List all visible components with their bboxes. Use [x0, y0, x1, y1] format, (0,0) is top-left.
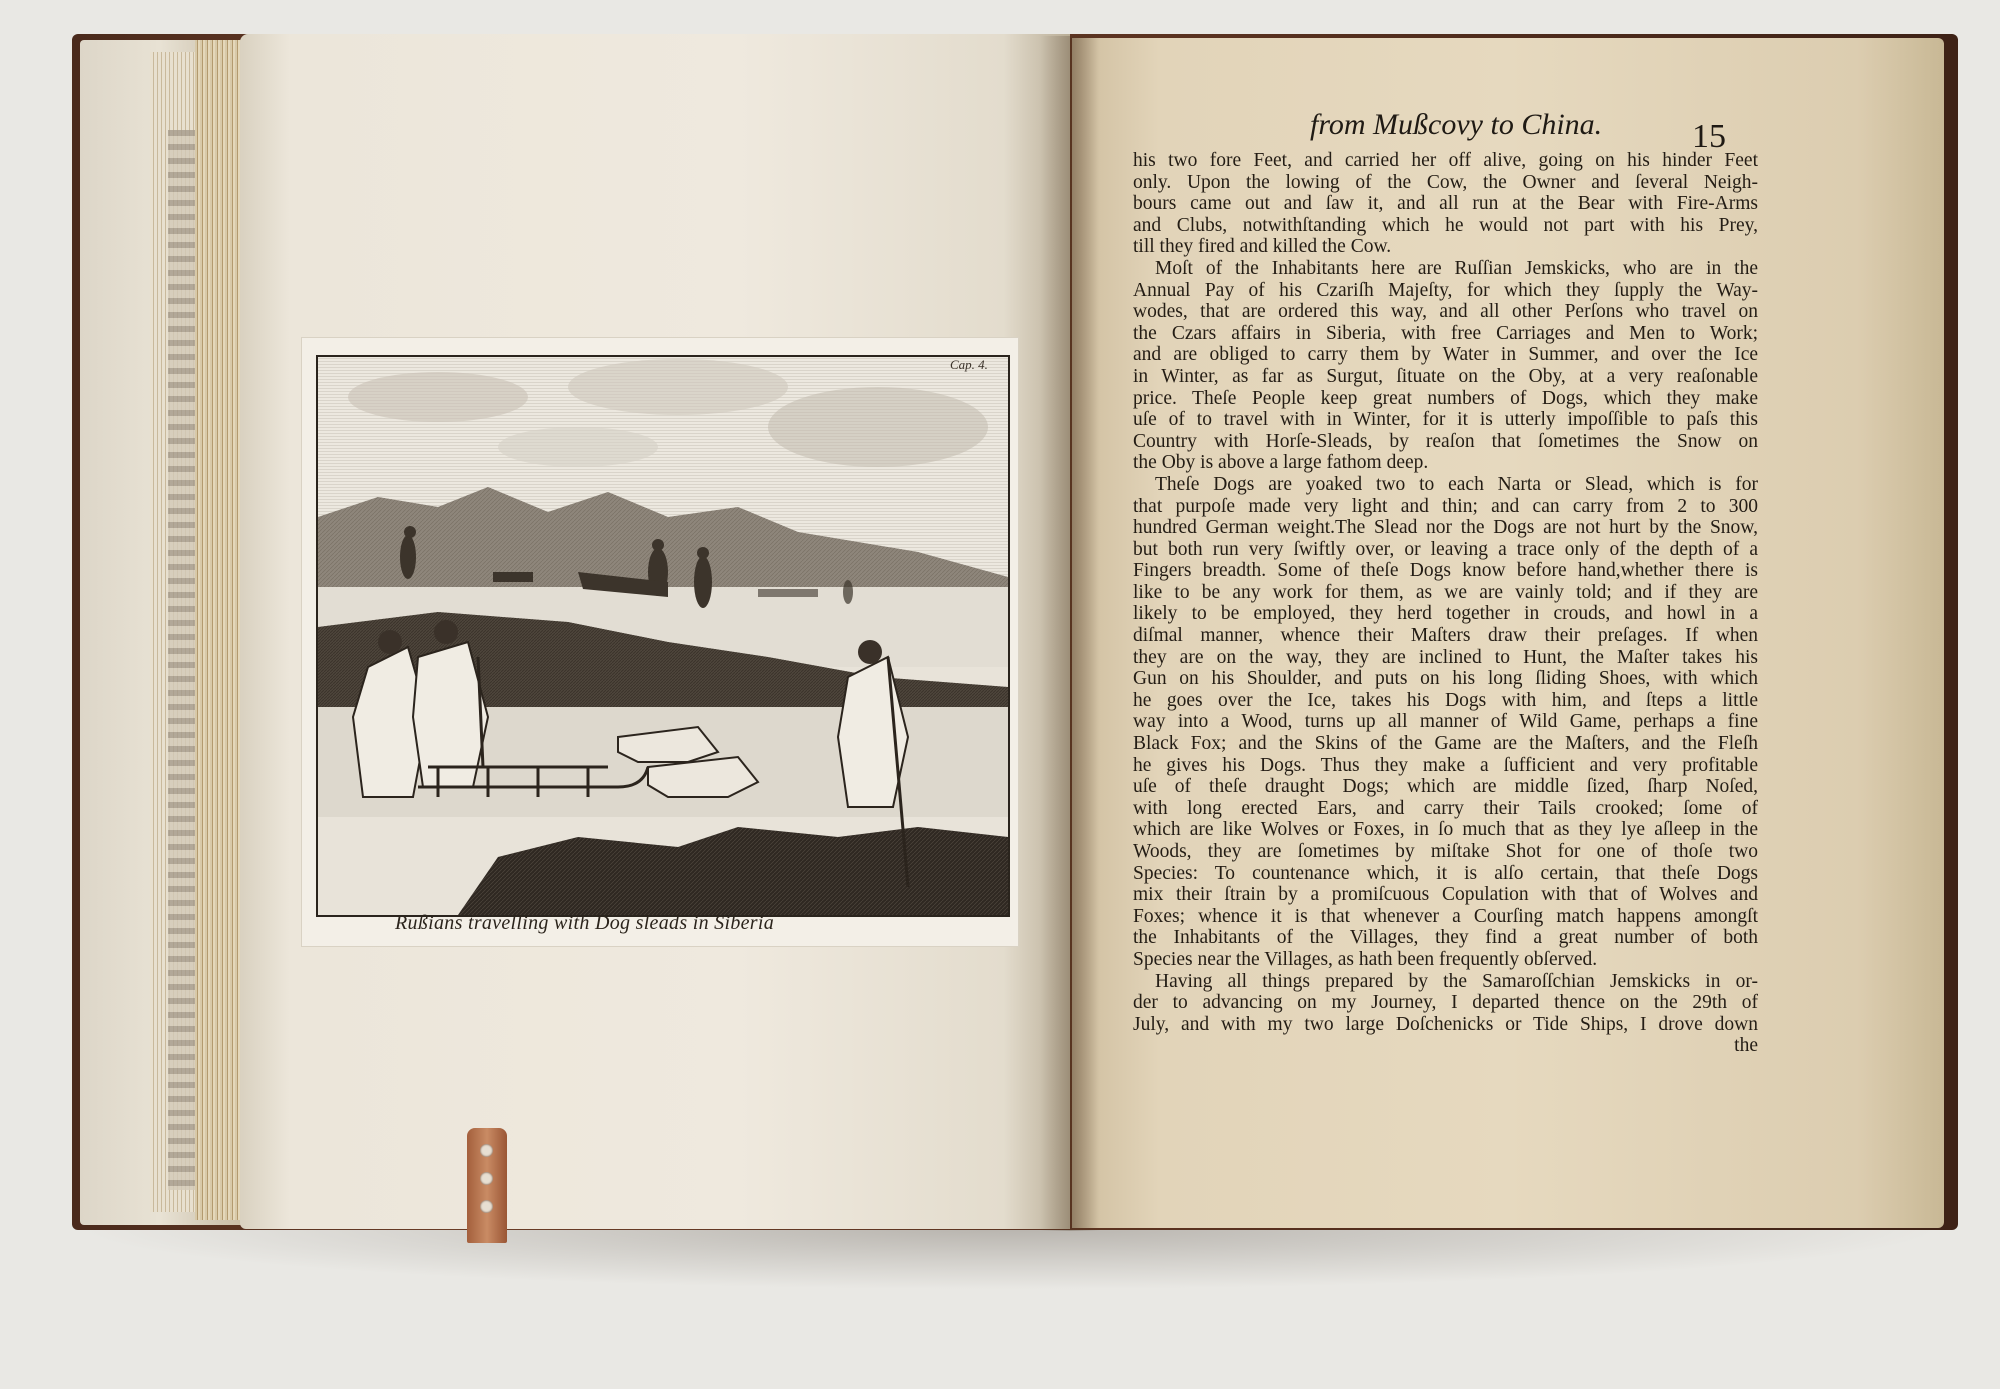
folded-plate-edge: [168, 130, 198, 1190]
text-line: likely to be employed, they herd together in crouds, and howl in a: [1133, 603, 1758, 625]
text-line: his two fore Feet, and carried her off alive, going on his hinder Feet: [1133, 150, 1758, 171]
text-line: uſe of theſe draught Dogs; which are middle ſized, ſharp Noſed,: [1133, 776, 1758, 798]
clip-hole: [480, 1144, 493, 1157]
text-line: till they fired and killed the Cow.: [1133, 236, 1392, 258]
text-line: Country with Horſe-Sleads, by reaſon that ſometimes the Snow on: [1133, 430, 1758, 452]
text-line: Species: To countenance which, it is alſo certain, that theſe Dogs: [1133, 862, 1758, 884]
text-line: Foxes; whence it is that whenever a Courſing match happens amongſt: [1133, 905, 1758, 927]
text-line: Having all things prepared by the Samaroſſchian Jemskicks in or-: [1155, 970, 1758, 992]
text-line: only. Upon the lowing of the Cow, the Owner and ſeveral Neigh-: [1133, 171, 1758, 193]
text-line: wodes, that are ordered this way, and all other Perſons who travel on: [1133, 301, 1758, 323]
text-line: July, and with my two large Doſchenicks or Tide Ships, I drove down: [1133, 1013, 1758, 1035]
text-line: Annual Pay of his Czariſh Majeſty, for which they ſupply the Way-: [1133, 279, 1758, 301]
text-line: he gives his Dogs. Thus they make a ſufficient and very profitable: [1133, 754, 1758, 776]
text-line: the Czars affairs in Siberia, with free Carriages and Men to Work;: [1133, 322, 1758, 344]
clip-hole: [480, 1172, 493, 1185]
text-line: he goes over the Ice, takes his Dogs with him, and ſteps a little: [1133, 689, 1758, 711]
text-line: Woods, they are ſometimes by miſtake Shot for one of thoſe two: [1133, 841, 1758, 862]
text-line: the Inhabitants of the Villages, they find a great number of both: [1133, 927, 1758, 949]
text-line: in Winter, as far as Surgut, ſituate on the Oby, at a very reaſonable: [1133, 365, 1758, 387]
text-line: they are on the way, they are inclined to Hunt, the Maſter takes his: [1133, 646, 1758, 668]
text-line: that purpoſe made very light and thin; and can carry from 2 to 300: [1133, 495, 1758, 517]
text-line: mix their ſtrain by a promiſcuous Copulation with that of Wolves and: [1133, 884, 1758, 906]
text-line: like to be any work for them, as we are vainly told; and if they are: [1133, 581, 1758, 603]
text-line: Theſe Dogs are yoaked two to each Narta or Slead, which is for: [1155, 473, 1758, 495]
page-clip: [467, 1128, 507, 1243]
text-line: and Clubs, notwithſtanding which he would not part with his Prey,: [1133, 214, 1758, 236]
text-line: Black Fox; and the Skins of the Game are the Maſters, and the Fleſh: [1133, 733, 1758, 755]
clip-hole: [480, 1200, 493, 1213]
text-line: which are like Wolves or Foxes, in ſo much that as they lye aſleep in the: [1133, 819, 1758, 841]
text-line: uſe of to travel with in Winter, for it is utterly impoſſible to paſs this: [1133, 409, 1758, 431]
catchword: the: [1734, 1035, 1758, 1057]
text-line: the Oby is above a large fathom deep.: [1133, 452, 1429, 474]
text-line: Fingers breadth. Some of theſe Dogs know before hand,whether there is: [1133, 560, 1758, 582]
text-line: hundred German weight.The Slead nor the Dogs are not hurt by the Snow,: [1133, 517, 1758, 539]
page-number: 15: [1692, 118, 1726, 155]
book-gutter: [1040, 36, 1100, 1231]
text-line: and are obliged to carry them by Water in Summer, and over the Ice: [1133, 344, 1758, 366]
text-line: way into a Wood, turns up all manner of Wild Game, perhaps a fine: [1133, 711, 1758, 733]
text-line: Gun on his Shoulder, and puts on his long ſliding Shoes, with which: [1133, 668, 1758, 690]
text-line: Moſt of the Inhabitants here are Ruſſian Jemskicks, who are in the: [1155, 257, 1758, 279]
text-line: but both run very ſwiftly over, or leaving a trace only of the depth of a: [1133, 538, 1758, 560]
running-head: from Mußcovy to China.: [1310, 108, 1603, 141]
text-line: bours came out and ſaw it, and all run at the Bear with Fire-Arms: [1133, 193, 1758, 215]
text-line: diſmal manner, whence their Maſters draw their preſages. If when: [1133, 625, 1758, 647]
plate-caption: Rußians travelling with Dog sleads in Siberia: [395, 912, 775, 934]
plate-chapter-label: Cap. 4.: [950, 357, 988, 372]
text-line: price. Theſe People keep great numbers of Dogs, which they make: [1133, 387, 1758, 409]
text-line: der to advancing on my Journey, I departed thence on the 29th of: [1133, 992, 1758, 1014]
text-line: with long erected Ears, and carry their Tails crooked; ſome of: [1133, 797, 1758, 819]
engraving-illustration: [316, 355, 1010, 917]
text-line: Species near the Villages, as hath been frequently obſerved.: [1133, 948, 1598, 970]
body-text: [1133, 150, 1758, 1057]
